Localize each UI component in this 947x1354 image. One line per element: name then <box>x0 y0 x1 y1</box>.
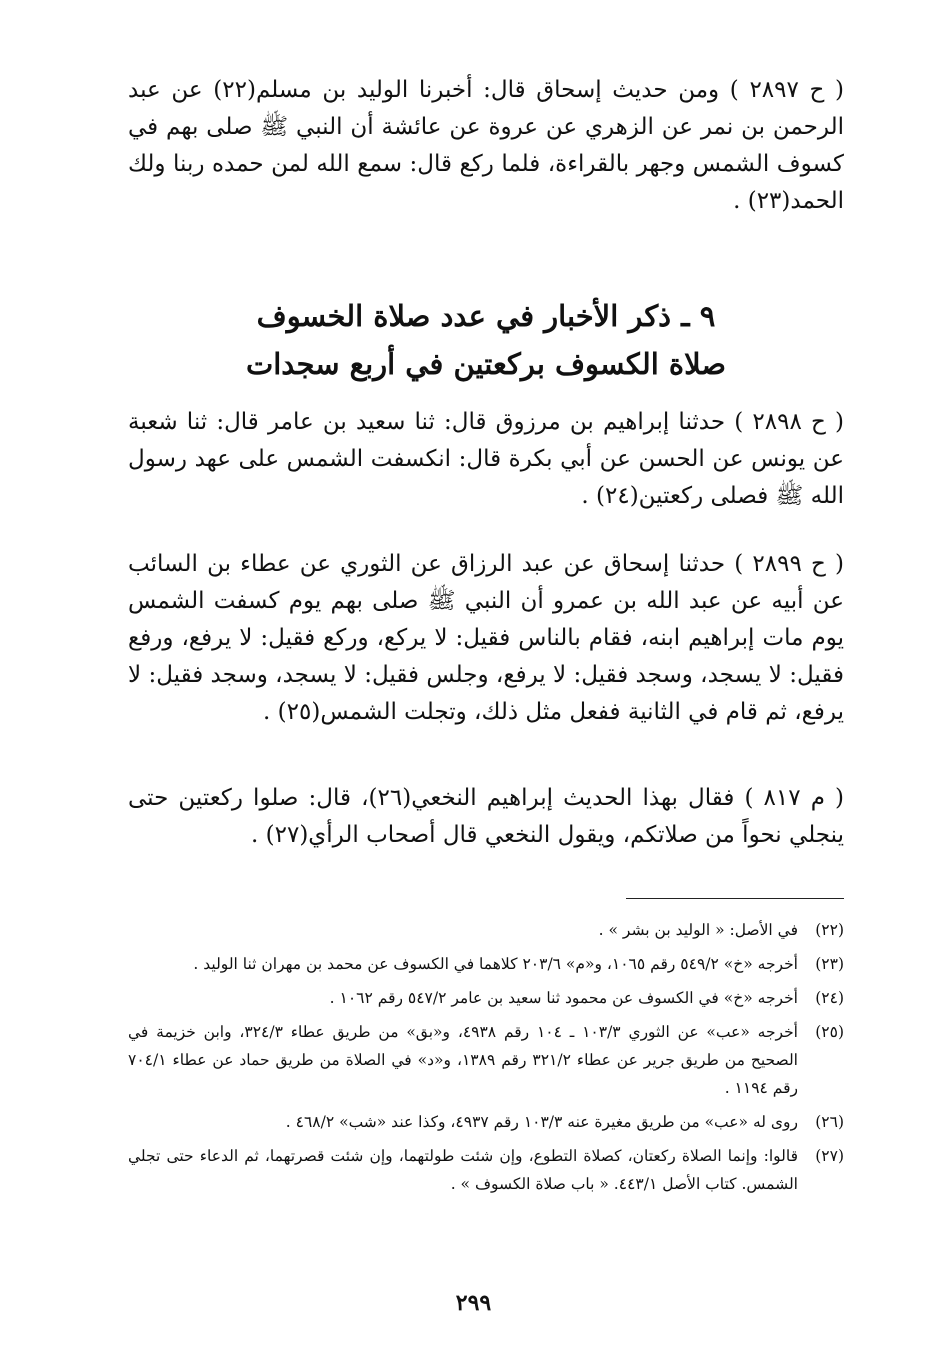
footnote <box>128 1018 844 1102</box>
chapter-heading-line-1: ٩ ـ ذكر الأخبار في عدد صلاة الخسوف <box>256 299 716 333</box>
footnote-number: (٢٤) <box>815 989 844 1007</box>
footnote <box>128 950 844 978</box>
footnote-number: (٢٢) <box>815 921 844 939</box>
footnote-number: (٢٥) <box>815 1023 844 1041</box>
footnote-separator <box>626 898 844 899</box>
footnote-number: (٢٦) <box>815 1113 844 1131</box>
footnote <box>128 916 844 944</box>
hadith-2898: ( ح ٢٨٩٨ ) حدثنا إبراهيم بن مرزوق قال: ثنا سعيد بن عامر قال: ثنا شعبة عن يونس عن الحسن عن أبي بكرة قال: انكسفت الشمس على عهد رسول الله ﷺ فصلى ركعتين(٢٤) . <box>128 409 844 509</box>
footnote-number: (٢٣) <box>815 955 844 973</box>
footnote-number: (٢٧) <box>815 1147 844 1165</box>
footnote <box>128 1142 844 1198</box>
footnote-text: أخرجه «عب» عن الثوري ١٠٣/٣ ـ ١٠٤ رقم ٤٩٣٨، و«بق» من طريق عطاء ٣٢٤/٣، وابن خزيمة في الصحيح من طريق جرير عن عطاء ٣٢١/٢ رقم ١٣٨٩، و«د» في الصلاة من طريق حماد عن عطاء ٧٠٤/١ رقم ١١٩٤ . <box>128 1023 798 1097</box>
footnote-text: في الأصل: « الوليد بن بشر » . <box>598 921 798 939</box>
footnote-text: روى له «عب» من طريق مغيرة عنه ١٠٣/٣ رقم ٤٩٣٧، وكذا عند «شب» ٤٦٨/٢ . <box>285 1113 798 1131</box>
hadith-2899: ( ح ٢٨٩٩ ) حدثنا إسحاق عن عبد الرزاق عن الثوري عن عطاء بن السائب عن أبيه عن عبد الله بن عمرو أن النبي ﷺ صلى بهم يوم كسفت الشمس يوم مات إبراهيم ابنه، فقام بالناس فقيل: لا يركع، وركع فقيل: لا يرفع، ورفع فقيل: لا يسجد، وسجد فقيل: لا يرفع، وجلس فقيل: لا يسجد، وسجد فقيل: لا يرفع، ثم قام في الثانية ففعل مثل ذلك، وتجلت الشمس(٢٥) . <box>128 551 844 725</box>
footnote-text: أخرجه «خ» ٥٤٩/٢ رقم ١٠٦٥، و«م» ٢٠٣/٦ كلاهما في الكسوف عن محمد بن مهران ثنا الوليد . <box>193 955 798 973</box>
chapter-heading-line-2: صلاة الكسوف بركعتين في أربع سجدات <box>245 347 727 381</box>
footnote-text: قالوا: وإنما الصلاة ركعتان، كصلاة التطوع، وإن شئت طولتهما، وإن شئت قصرتهما، ثم الدعاء حتى تجلي الشمس. كتاب الأصل ٤٤٣/١. « باب صلاة الكسوف » . <box>128 1147 798 1193</box>
page-number: ٢٩٩ <box>455 1290 492 1316</box>
chapter-heading <box>128 292 844 388</box>
hadith-2897: ( ح ٢٨٩٧ ) ومن حديث إسحاق قال: أخبرنا الوليد بن مسلم(٢٢) عن عبد الرحمن بن نمر عن الزهري عن عروة عن عائشة أن النبي ﷺ صلى بهم في كسوف الشمس وجهر بالقراءة، فلما ركع قال: سمع الله لمن حمده ربنا ولك الحمد(٢٣) . <box>128 77 844 214</box>
footnotes <box>128 916 844 1204</box>
opinion-817: ( م ٨١٧ ) فقال بهذا الحديث إبراهيم النخعي(٢٦)، قال: صلوا ركعتين حتى ينجلي نحواً من صلاتكم، ويقول النخعي قال أصحاب الرأي(٢٧) . <box>128 785 845 848</box>
footnote <box>128 984 844 1012</box>
footnote <box>128 1108 844 1136</box>
footnote-text: أخرجه «خ» في الكسوف عن محمود ثنا سعيد بن عامر ٥٤٧/٢ رقم ١٠٦٢ . <box>329 989 798 1007</box>
